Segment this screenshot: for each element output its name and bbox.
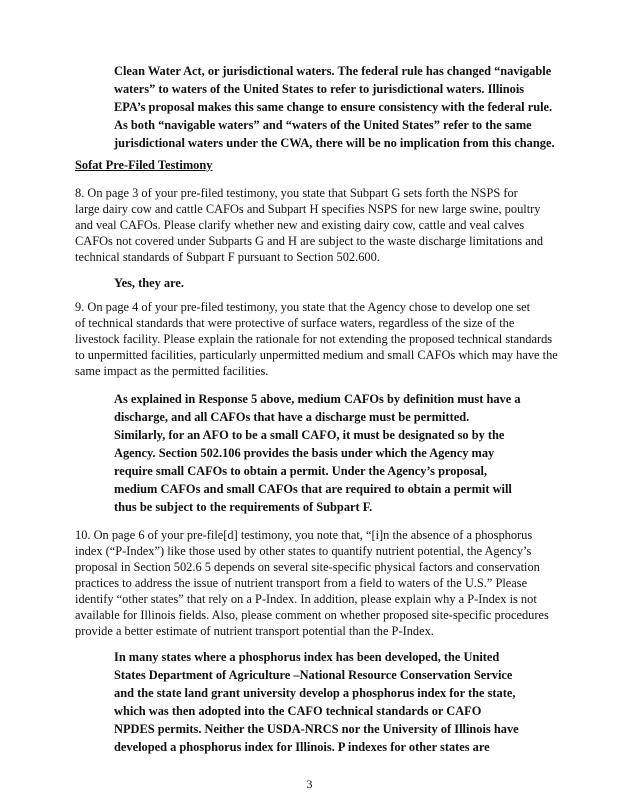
question-8-line: large dairy cow and cattle CAFOs and Subpart H specifies NSPS for new large swine, poultry — [75, 202, 541, 216]
question-10-line: 10. On page 6 of your pre-file[d] testimony, you note that, “[i]n the absence of a phosphorus — [75, 528, 533, 542]
answer-10-line: which was then adopted into the CAFO technical standards or CAFO — [114, 704, 482, 718]
question-9-line: to unpermitted facilities, particularly unpermitted medium and small CAFOs which may have the — [75, 348, 558, 362]
question-9-line: 9. On page 4 of your pre-filed testimony, you state that the Agency chose to develop one set — [75, 300, 531, 314]
answer-9-line: Similarly, for an AFO to be a small CAFO, it must be designated so by the — [114, 428, 505, 442]
question-8-line: and veal CAFOs. Please clarify whether new and existing dairy cow, cattle and veal calves — [75, 218, 525, 232]
answer-9-line: As explained in Response 5 above, medium CAFOs by definition must have a — [114, 392, 521, 406]
answer-10-line: In many states where a phosphorus index has been developed, the United — [114, 650, 500, 664]
answer-9-line: require small CAFOs to obtain a permit. Under the Agency’s proposal, — [114, 464, 488, 478]
response-intro-line: jurisdictional waters under the CWA, there will be no implication from this change. — [114, 136, 555, 150]
question-9-line: livestock facility. Please explain the rationale for not extending the proposed technical standards — [75, 332, 553, 346]
answer-9-line: thus be subject to the requirements of Subpart F. — [114, 500, 373, 514]
answer-10-line: States Department of Agriculture –National Resource Conservation Service — [114, 668, 513, 682]
answer-9-line: medium CAFOs and small CAFOs that are required to obtain a permit will — [114, 482, 512, 496]
question-8-line: 8. On page 3 of your pre-filed testimony, you state that Subpart G sets forth the NSPS for — [75, 186, 518, 200]
answer-9-line: Agency. Section 502.106 provides the basis under which the Agency may — [114, 446, 495, 460]
response-intro-line: waters” to waters of the United States to refer to jurisdictional waters. Illinois — [114, 82, 525, 96]
question-10-line: provide a better estimate of nutrient transport potential than the P-Index. — [75, 624, 434, 638]
page-number: 3 — [306, 777, 313, 791]
question-10-line: practices to address the issue of nutrient transport from a field to waters of the U.S.” Please — [75, 576, 528, 590]
answer-10-line: developed a phosphorus index for Illinois. P indexes for other states are — [114, 740, 490, 754]
answer-10-line: NPDES permits. Neither the USDA-NRCS nor the University of Illinois have — [114, 722, 519, 736]
question-10-line: proposal in Section 502.6 5 depends on several site-specific physical factors and conservation — [75, 560, 540, 574]
answer-10-line: and the state land grant university develop a phosphorus index for the state, — [114, 686, 516, 700]
section-heading: Sofat Pre-Filed Testimony — [75, 158, 213, 172]
question-9-line: of technical standards that were protective of surface waters, regardless of the size of the — [75, 316, 515, 330]
question-10-line: available for Illinois fields. Also, please comment on whether proposed site-specific procedures — [75, 608, 549, 622]
question-8-line: technical standards of Subpart F pursuant to Section 502.600. — [75, 250, 380, 264]
answer-8: Yes, they are. — [114, 276, 184, 290]
question-10-line: identify “other states” that rely on a P-Index. In addition, please explain why a P-Index is not — [75, 592, 537, 606]
question-9-line: same impact as the permitted facilities. — [75, 364, 269, 378]
question-10-line: index (“P-Index”) like those used by other states to quantify nutrient potential, the Agency’s — [75, 544, 532, 558]
question-8-line: CAFOs not covered under Subparts G and H are subject to the waste discharge limitations and — [75, 234, 544, 248]
response-intro-line: As both “navigable waters” and “waters of the United States” refer to the same — [114, 118, 532, 132]
answer-9-line: discharge, and all CAFOs that have a discharge must be permitted. — [114, 410, 470, 424]
response-intro-line: EPA’s proposal makes this same change to ensure consistency with the federal rule. — [114, 100, 553, 114]
response-intro-line: Clean Water Act, or jurisdictional waters. The federal rule has changed “navigable — [114, 64, 552, 78]
